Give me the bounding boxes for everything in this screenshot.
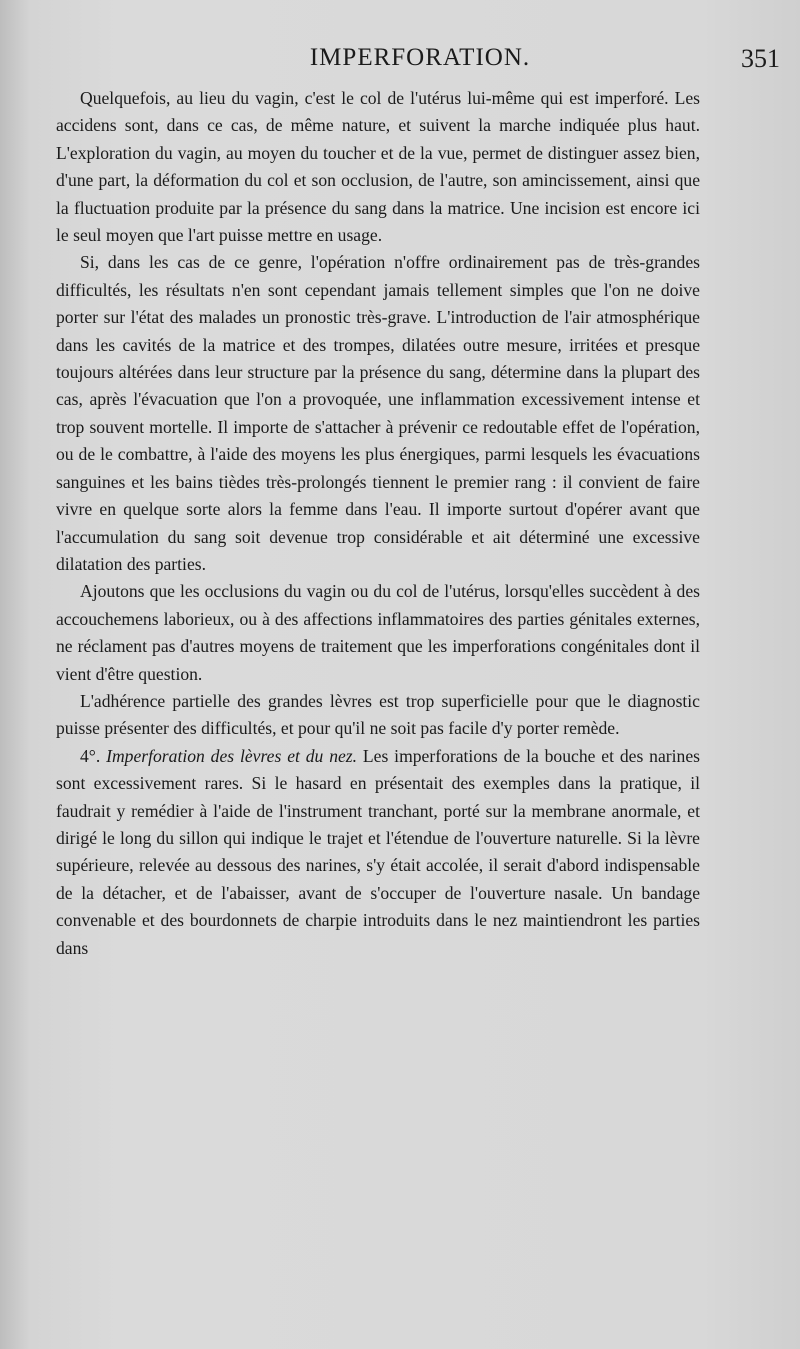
paragraph: L'adhérence partielle des grandes lèvres est trop superficielle pour que le diagnostic puisse présenter des difficultés, et pour qu'il ne soit pas facile d'y porter remède.: [56, 690, 700, 739]
section-number: 4°.: [80, 745, 101, 766]
running-head: [60, 44, 780, 84]
page-number: 351: [741, 44, 780, 73]
paragraph: Si, dans les cas de ce genre, l'opération n'offre ordinairement pas de très-grandes difficultés, les résultats n'en sont cependant jamais tellement simples que l'on ne doive porter sur l'état des malades un pronostic très-grave. L'introduction de l'air atmosphérique dans les cavités de la matrice et des trompes, dilatées outre mesure, irritées et presque toujours altérées dans leur structure par la présence du sang, détermine dans la plupart des cas, après l'évacuation que l'on a provoquée, une inflammation excessivement intense et trop souvent mortelle. Il importe de s'attacher à prévenir ce redoutable effet de l'opération, ou de le combattre, à l'aide des moyens les plus énergiques, parmi lesquels les évacuations sanguines et les bains tièdes très-prolongés tiennent le premier rang : il convient de faire vivre en quelque sorte alors la femme dans l'eau. Il importe surtout d'opérer avant que l'accumulation du sang soit devenue trop considérable et ait déterminé une excessive dilatation des parties.: [56, 252, 700, 574]
paragraph: Quelquefois, au lieu du vagin, c'est le col de l'utérus lui-même qui est imperforé. Les accidens sont, dans ce cas, de même nature, et suivent la marche indiquée plus haut. L'exploration du vagin, au moyen du toucher et de la vue, permet de distinguer assez bien, d'une part, la déformation du col et son occlusion, de l'autre, son amincissement, ainsi que la fluctuation produite par la présence du sang dans la matrice. Une incision est encore ici le seul moyen que l'art puisse mettre en usage.: [56, 88, 700, 246]
running-title: IMPERFORATION.: [309, 44, 531, 71]
paragraph-text: Les imperforations de la bouche et des narines sont excessivement rares. Si le hasard en présentait des exemples dans la pratique, il faudrait y remédier à l'aide de l'instrument tranchant, porté sur la membrane anormale, et dirigé le long du sillon qui indique le trajet et l'étendue de l'ouverture naturelle. Si la lèvre supérieure, relevée au dessous des narines, s'y était accolée, il serait d'abord indispensable de la détacher, et de l'abaisser, avant de s'occuper de l'ouverture nasale. Un bandage convenable et des bourdonnets de charpie introduits dans le nez maintiendront les parties dans: [56, 745, 700, 958]
section-heading: Imperforation des lèvres et du nez.: [106, 745, 358, 766]
paragraph: Ajoutons que les occlusions du vagin ou du col de l'utérus, lorsqu'elles succèdent à des accouchemens laborieux, ou à des affections inflammatoires des parties génitales externes, ne réclament pas d'autres moyens de traitement que les imperforations congénitales dont il vient d'être question.: [56, 581, 700, 684]
body-text: [56, 85, 700, 962]
paragraph: [56, 743, 700, 962]
